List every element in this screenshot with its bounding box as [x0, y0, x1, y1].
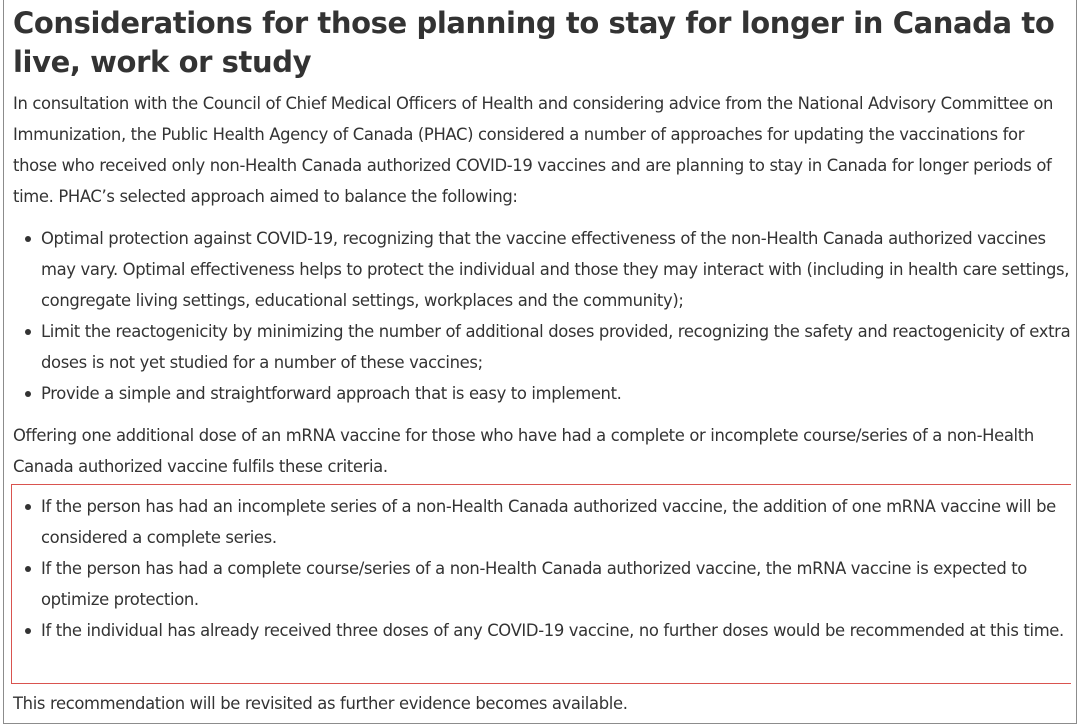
list-item: Limit the reactogenicity by minimizing the number of additional doses provided, recognizing the safety and reactogenicity of extra doses is not yet studied for a number of these vaccines;	[4, 316, 1072, 378]
list-item: Provide a simple and straightforward approach that is easy to implement.	[4, 378, 1072, 409]
list-item: If the individual has already received three doses of any COVID-19 vaccine, no further doses would be recommended at this time.	[4, 615, 1074, 646]
list-item: Optimal protection against COVID-19, recognizing that the vaccine effectiveness of the non-Health Canada authorized vaccines may vary. Optimal effectiveness helps to protect the individual and those they may interact with (including in health care settings, congregate living settings, educational settings, workplaces and the community);	[4, 223, 1072, 316]
list-item: If the person has had an incomplete series of a non-Health Canada authorized vaccine, the addition of one mRNA vaccine will be considered a complete series.	[4, 491, 1074, 553]
list-item: If the person has had a complete course/series of a non-Health Canada authorized vaccine, the mRNA vaccine is expected to optimize protection.	[4, 553, 1074, 615]
page-title: Considerations for those planning to stay for longer in Canada to live, work or study	[13, 6, 1055, 79]
intro-paragraph: In consultation with the Council of Chief Medical Officers of Health and considering advice from the National Advisory Committee on Immunization, the Public Health Agency of Canada (PHAC) considered a number of approaches for updating the vaccinations for those who received only non-Health Canada authorized COVID-19 vaccines and are planning to stay in Canada for longer periods of time. PHAC’s selected approach aimed to balance the following:	[13, 94, 1054, 206]
offering-paragraph: Offering one additional dose of an mRNA vaccine for those who have had a complete or incomplete course/series of a non-Health Canada authorized vaccine fulfils these criteria.	[13, 426, 1034, 476]
recommendations-highlight-box	[11, 484, 1071, 684]
criteria-list	[4, 223, 1072, 409]
closing-paragraph: This recommendation will be revisited as further evidence becomes available.	[13, 694, 628, 713]
